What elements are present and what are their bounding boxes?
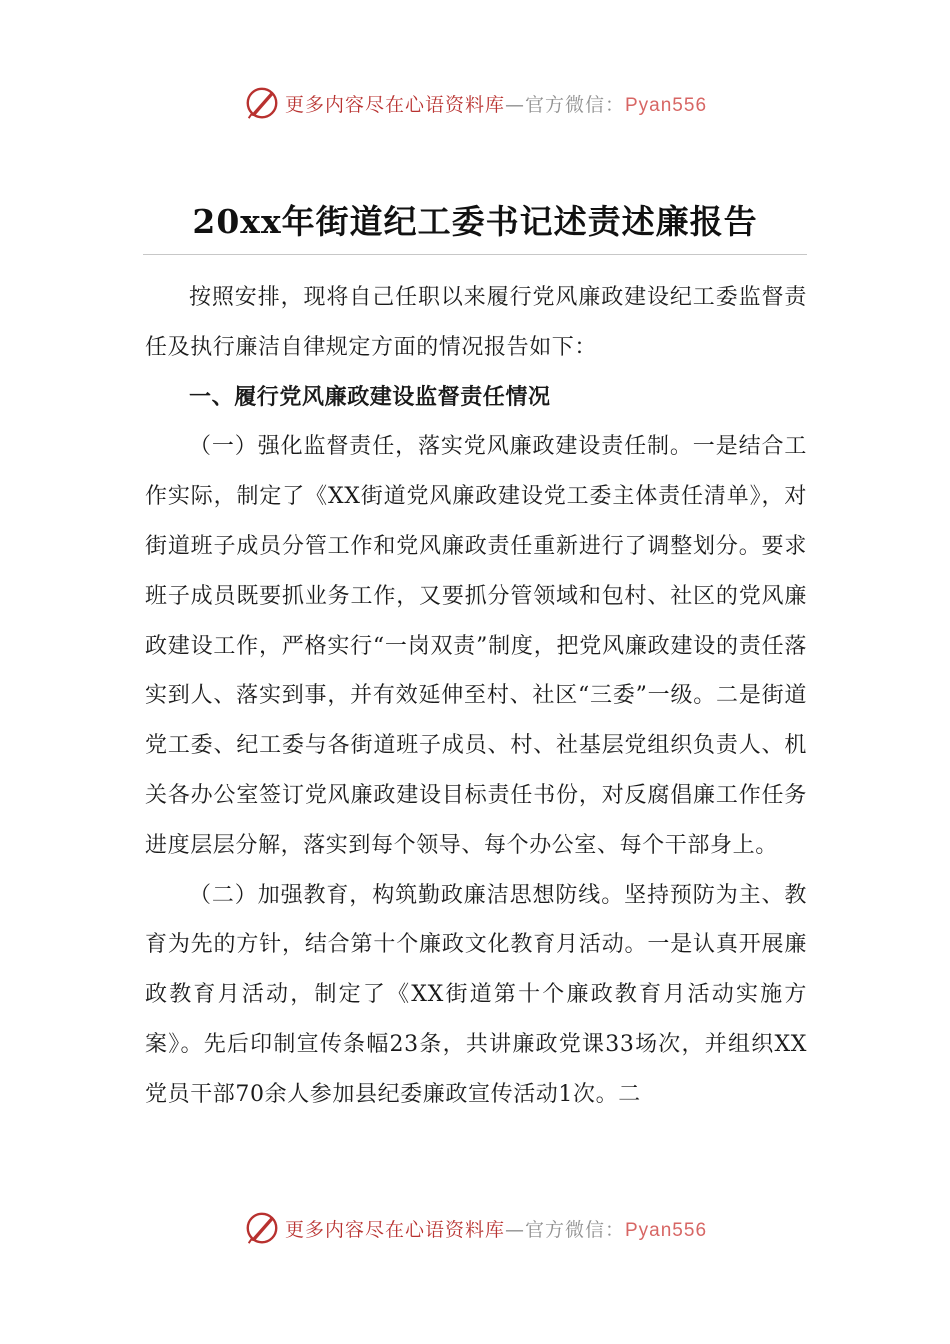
title-divider bbox=[143, 254, 807, 255]
paragraph-1: （一）强化监督责任，落实党风廉政建设责任制。一是结合工作实际，制定了《XX街道党风廉政建设党工委主体责任清单》，对街道班子成员分管工作和党风廉政责任重新进行了调整划分。要求班子成员既要抓业务工作，又要抓分管领域和包村、社区的党风廉政建设工作，严格实行“一岗双责”制度，把党风廉政建设的责任落实到人、落实到事，并有效延伸至村、社区“三委”一级。二是街道党工委、纪工委与各街道班子成员、村、社基层党组织负责人、机关各办公室签订党风廉政建设目标责任书份，对反腐倡廉工作任务进度层层分解，落实到每个领导、每个办公室、每个干部身上。 bbox=[145, 434, 807, 858]
watermark-wechat-id: Pyan556 bbox=[625, 1219, 708, 1241]
document-body bbox=[145, 273, 807, 1120]
watermark-separator: — bbox=[504, 1218, 525, 1241]
watermark-text: 更多内容尽在心语资料库 bbox=[284, 1218, 505, 1241]
watermark-text: 更多内容尽在心语资料库 bbox=[284, 93, 505, 116]
watermark-separator: — bbox=[504, 93, 525, 116]
header-watermark bbox=[0, 83, 950, 123]
intro-paragraph: 按照安排，现将自己任职以来履行党风廉政建设纪工委监督责任及执行廉洁自律规定方面的情况报告如下： bbox=[145, 285, 807, 360]
watermark-wechat-label: 官方微信： bbox=[524, 1218, 625, 1241]
paragraph-2: （二）加强教育，构筑勤政廉洁思想防线。坚持预防为主、教育为先的方针，结合第十个廉政文化教育月活动。一是认真开展廉政教育月活动，制定了《XX街道第十个廉政教育月活动实施方案》。先后印制宣传条幅23条，共讲廉政党课33场次，并组织XX党员干部70余人参加县纪委廉政宣传活动1次。二 bbox=[145, 882, 807, 1107]
quill-logo-icon bbox=[243, 84, 281, 122]
document-title: 20xx年街道纪工委书记述责述廉报告 bbox=[192, 202, 758, 241]
footer-watermark bbox=[0, 1208, 950, 1248]
watermark-wechat-label: 官方微信： bbox=[524, 93, 625, 116]
watermark-wechat-id: Pyan556 bbox=[625, 94, 708, 116]
quill-logo-icon bbox=[243, 1209, 281, 1247]
section-heading: 一、履行党风廉政建设监督责任情况 bbox=[189, 384, 551, 410]
